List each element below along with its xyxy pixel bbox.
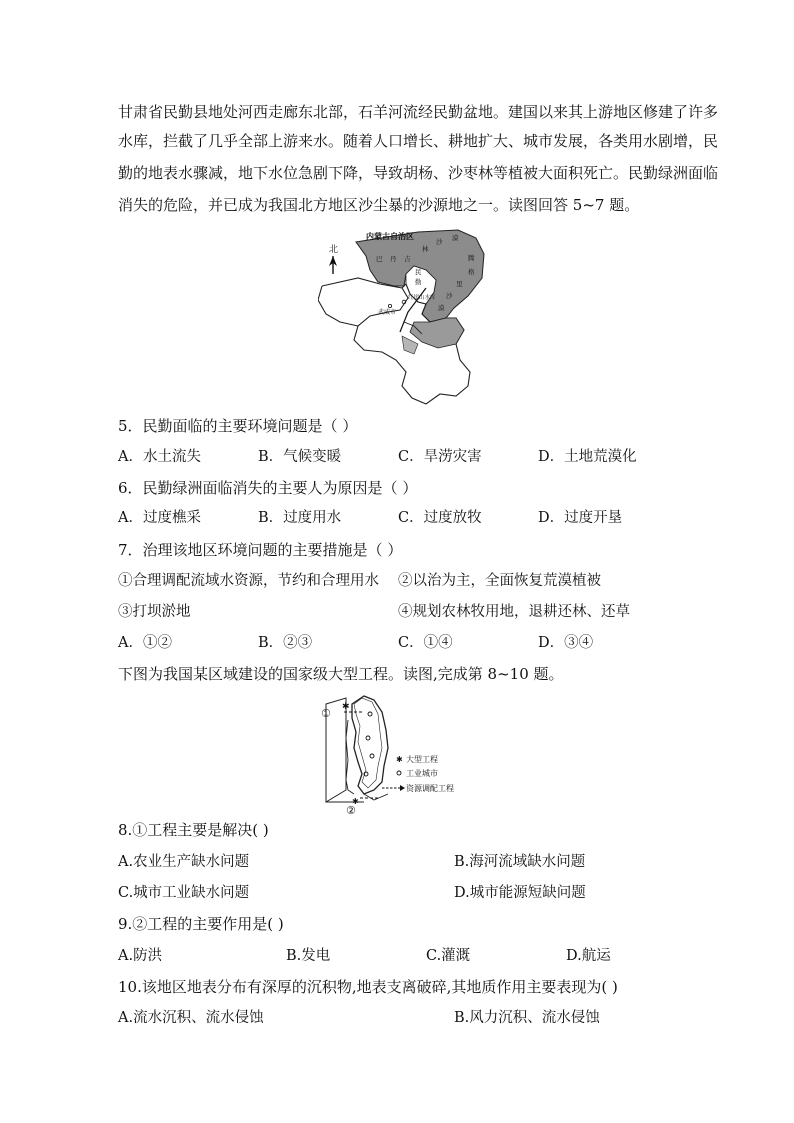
legend-item: 工业城市	[406, 769, 438, 778]
engineering-map	[318, 690, 478, 816]
q6-option-b[interactable]: B．过度用水	[258, 510, 342, 526]
desert-char: 漠	[452, 234, 459, 242]
project-icon: ✱	[342, 702, 350, 712]
q7-option-c[interactable]: C．①④	[398, 635, 453, 651]
city-legend-icon	[397, 771, 401, 775]
north-label: 北	[329, 245, 339, 255]
q7-measure: ②以治为主，全面恢复荒漠植被	[398, 573, 601, 589]
q8-stem: 8.①工程主要是解决( )	[118, 821, 269, 839]
passage-line: 勤的地表水骤减，地下水位急剧下降，导致胡杨、沙枣林等植被大面积死亡。民勤绿洲面临	[118, 164, 719, 182]
desert-char: 吉	[404, 255, 411, 263]
desert-char: 丹	[390, 255, 397, 263]
q10-stem: 10.该地区地表分布有深厚的沉积物,地表支离破碎,其地质作用主要表现为( )	[118, 978, 618, 996]
desert2-char: 格	[468, 268, 475, 276]
desert-char: 林	[422, 245, 429, 253]
q9-option-d[interactable]: D.航运	[566, 948, 611, 964]
desert2-char: 腾	[468, 254, 475, 262]
q7-measure: ③打坝淤地	[118, 604, 191, 620]
desert2-char: 漠	[438, 304, 445, 312]
passage-line: 消失的危险，并已成为我国北方地区沙尘暴的沙源地之一。读图回答 5~7 题。	[118, 196, 640, 214]
q8-option-d[interactable]: D.城市能源短缺问题	[454, 885, 586, 901]
q7-measure: ④规划农林牧用地，退耕还林、还草	[398, 604, 630, 620]
place-label: 民	[415, 268, 422, 276]
q8-option-c[interactable]: C.城市工业缺水问题	[118, 885, 250, 901]
q5-option-a[interactable]: A．水土流失	[118, 449, 201, 465]
q9-option-a[interactable]: A.防洪	[118, 948, 163, 964]
q9-option-b[interactable]: B.发电	[286, 948, 331, 964]
q7-option-d[interactable]: D．③④	[538, 635, 594, 651]
q6-stem: 6．民勤绿洲面临消失的主要人为原因是（ ）	[118, 479, 418, 497]
marker-1: ①	[321, 707, 331, 720]
legend-item: 资源调配工程	[406, 784, 454, 793]
tengger-lower	[410, 318, 464, 348]
passage-line: 甘肃省民勤县地处河西走廊东北部，石羊河流经民勤盆地。建国以来其上游地区修建了许多	[118, 103, 719, 121]
q7-option-b[interactable]: B．②③	[258, 635, 313, 651]
desert2-char: 沙	[446, 292, 453, 300]
q7-measure: ①合理调配流域水资源，节约和合理用水	[118, 573, 379, 589]
q8-option-b[interactable]: B.海河流域缺水问题	[454, 854, 586, 870]
desert2-char: 里	[456, 280, 463, 288]
q7-stem: 7．治理该地区环境问题的主要措施是（ ）	[118, 541, 403, 559]
q7-option-a[interactable]: A．①②	[118, 635, 172, 651]
legend-item: 大型工程	[406, 755, 438, 764]
q8-option-a[interactable]: A.农业生产缺水问题	[118, 854, 250, 870]
q10-option-a[interactable]: A.流水沉积、流水侵蚀	[118, 1010, 264, 1026]
reservoir-label: 红崖山水库	[408, 295, 436, 301]
dam-legend-icon: ✱	[396, 755, 403, 764]
q9-stem: 9.②工程的主要作用是( )	[118, 915, 284, 933]
q5-stem: 5．民勤面临的主要环境问题是（ ）	[118, 417, 358, 435]
q5-option-c[interactable]: C．旱涝灾害	[398, 449, 482, 465]
q10-option-b[interactable]: B.风力沉积、流水侵蚀	[454, 1010, 600, 1026]
city-label: 武威市	[378, 309, 397, 316]
q5-option-d[interactable]: D．土地荒漠化	[538, 449, 637, 465]
province-outline	[352, 696, 388, 794]
yellow-river	[346, 720, 354, 794]
project-icon: ✱	[352, 797, 359, 806]
minqin-map	[318, 226, 488, 408]
q9-option-c[interactable]: C.灌溉	[426, 948, 471, 964]
desert-char: 巴	[376, 255, 383, 263]
region-label: 内蒙古自治区	[366, 232, 414, 241]
desert-char: 沙	[436, 238, 443, 246]
q5-option-b[interactable]: B．气候变暖	[258, 449, 342, 465]
marker-2: ②	[346, 804, 356, 816]
place-label: 勤	[415, 278, 422, 286]
q6-option-c[interactable]: C．过度放牧	[398, 510, 482, 526]
passage-line: 水库，拦截了几乎全部上游来水。随着人口增长、耕地扩大、城市发展，各类用水剧增，民	[118, 132, 719, 150]
q6-option-a[interactable]: A．过度樵采	[118, 510, 201, 526]
q6-option-d[interactable]: D．过度开垦	[538, 510, 623, 526]
passage-2: 下图为我国某区域建设的国家级大型工程。读图,完成第 8~10 题。	[118, 665, 564, 683]
